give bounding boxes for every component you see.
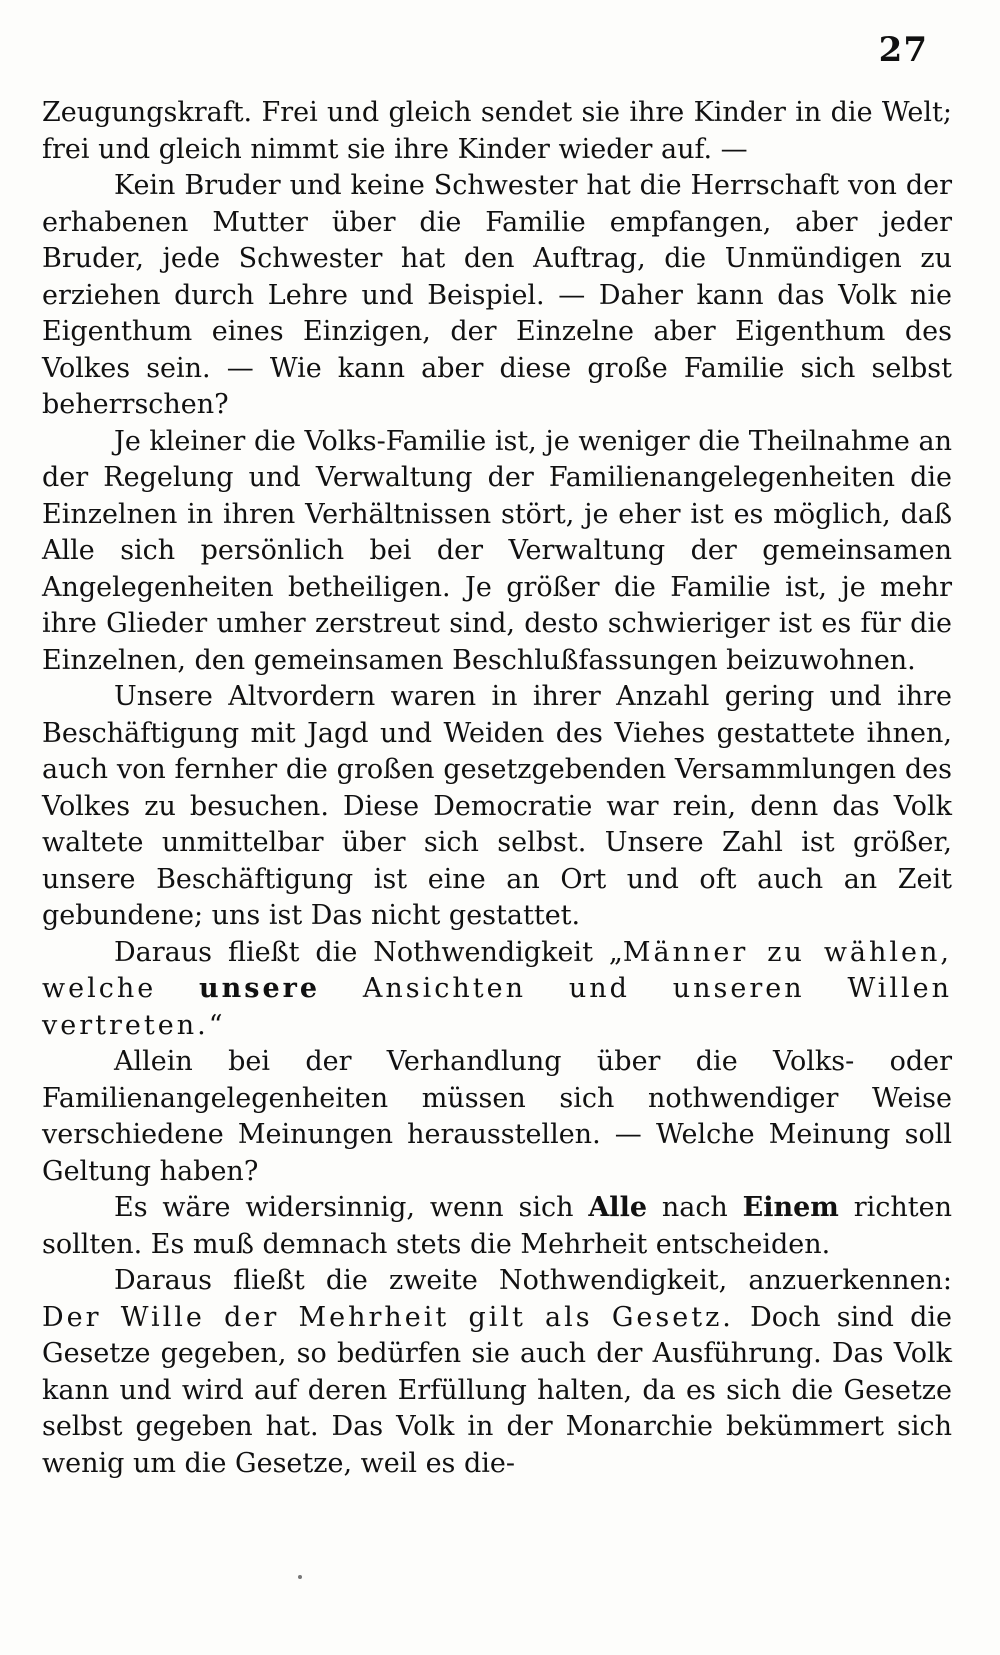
paragraph: [42, 424, 952, 680]
text-segment: Unsere Altvordern waren in ihrer Anzahl gering und ihre Beschäftigung mit Jagd und Weiden des Viehes gestattete ihnen, auch von fernher die großen gesetzgebenden Versammlungen des Volkes zu besuchen. Diese Democratie war rein, denn das Volk waltete unmittelbar über sich selbst. Unsere Zahl ist größer, unsere Beschäftigung ist eine an Ort und oft auch an Zeit gebundene; uns ist Das nicht gestattet.: [42, 681, 952, 931]
paragraph: [42, 679, 952, 935]
text-segment: Daraus fließt die Nothwendigkeit „: [114, 936, 623, 968]
text-segment: Zeugungskraft. Frei und gleich sendet sie ihre Kinder in die Welt; frei und gleich nimmt sie ihre Kinder wieder auf. —: [42, 97, 952, 165]
emphasized-text: Alle: [588, 1192, 647, 1223]
paragraph: [42, 168, 952, 424]
paragraph: [42, 95, 952, 168]
ink-speck: [298, 1575, 302, 1579]
paragraph: [42, 1190, 952, 1263]
page-number: 27: [878, 30, 928, 70]
paragraph: [42, 1044, 952, 1190]
text-segment: “: [208, 1009, 223, 1041]
text-segment: Daraus fließt die zweite Nothwendigkeit, anzuerkennen:: [114, 1265, 952, 1296]
emphasized-text: Männer zu wählen, welche: [42, 936, 953, 1004]
emphasized-text: Der Wille der Mehrheit gilt als Gesetz.: [42, 1301, 734, 1333]
emphasized-text: Ansichten und unseren Willen vertreten.: [42, 973, 953, 1041]
text-segment: Kein Bruder und keine Schwester hat die Herrschaft von der erhabenen Mutter über die Familie empfangen, aber jeder Bruder, jede Schwester hat den Auftrag, die Unmündigen zu erziehen durch Lehre und Beispiel. — Daher kann das Volk nie Eigenthum eines Einzigen, der Einzelne aber Eigenthum des Volkes sein. — Wie kann aber diese große Familie sich selbst beherrschen?: [42, 170, 952, 420]
paragraph: [42, 1263, 952, 1482]
text-segment: nach: [647, 1192, 743, 1223]
paragraph: [42, 935, 952, 1045]
text-segment: Allein bei der Verhandlung über die Volks- oder Familienangelegenheiten müssen sich nothwendiger Weise verschiedene Meinungen herausstellen. — Welche Meinung soll Geltung haben?: [42, 1046, 952, 1187]
emphasized-text: Einem: [742, 1192, 839, 1223]
text-segment: richten sollten. Es muß demnach stets die Mehrheit entscheiden.: [42, 1192, 952, 1260]
text-segment: Doch sind die Gesetze gegeben, so bedürfen sie auch der Ausführung. Das Volk kann und wird auf deren Erfüllung halten, da es sich die Gesetze selbst gegeben hat. Das Volk in der Monarchie bekümmert sich wenig um die Gesetze, weil es die-: [42, 1301, 952, 1479]
emphasized-text: unsere: [199, 973, 321, 1004]
text-segment: Je kleiner die Volks-Familie ist, je weniger die Theilnahme an der Regelung und Verwaltung der Familienangelegenheiten die Einzelnen in ihren Verhältnissen stört, je eher ist es möglich, daß Alle sich persönlich bei der Verwaltung der gemeinsamen Angelegenheiten betheiligen. Je größer die Familie ist, je mehr ihre Glieder umher zerstreut sind, desto schwieriger ist es für die Einzelnen, den gemeinsamen Beschlußfassungen beizuwohnen.: [42, 425, 952, 676]
text-segment: Es wäre widersinnig, wenn sich: [114, 1192, 589, 1223]
body-text: [42, 95, 952, 1482]
